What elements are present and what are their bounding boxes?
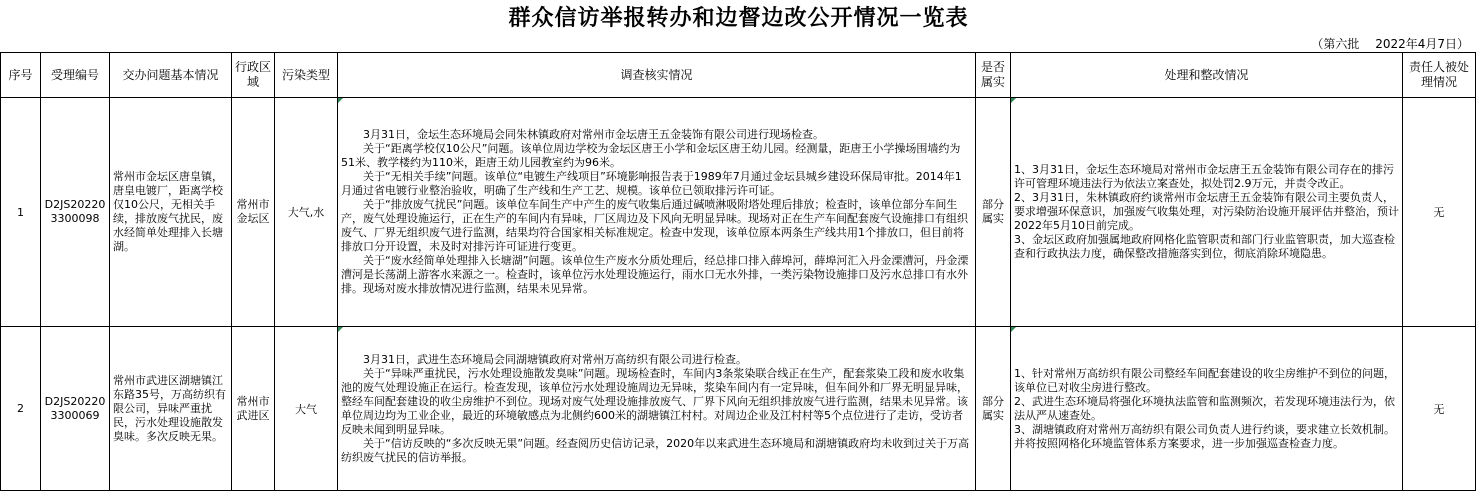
handling-item: 2、武进生态环境局将强化环境执法监管和监测频次，若发现环境违法行为，依法从严从速查处。 [1014, 394, 1395, 422]
handling-item: 3、湖塘镇政府对常州万高纺织有限公司负责人进行约谈，要求建立长效机制。并将按照网格化环境监管体系方案要求，进一步加强巡查检查力度。 [1014, 422, 1395, 450]
cell-code: D2JS202203300069 [41, 327, 110, 491]
investigation-paragraph: 关于“废水经简单处理排入长塘湖”问题。该单位生产废水分质处理后，经总排口排入薛埠河，薛埠河汇入丹金溧漕河，丹金溧漕河是长荡湖上游客水来源之一。检查时，该单位污水处理设施运行，雨水口无水外排，一类污染物设施排口及污水总排口有水外排。现场对废水排放情况进行监测，结果未见异常。 [341, 254, 969, 295]
cell-comment-marker [1011, 98, 1016, 103]
header-region: 行政区域 [232, 53, 275, 98]
handling-item: 1、针对常州万高纺织有限公司整经车间配套建设的收尘房维护不到位的问题，该单位已对收尘房进行整改。 [1014, 366, 1395, 394]
handling-item: 1、3月31日，金坛生态环境局对常州市金坛唐王五金装饰有限公司存在的排污许可管理环境违法行为依法立案查处，拟处罚2.9万元，并责令改正。 [1014, 163, 1394, 190]
cell-issue: 常州市武进区湖塘镇江东路35号，万高纺织有限公司，异味严重扰民，污水处理设施散发臭味。多次反映无果。 [110, 327, 232, 491]
header-issue: 交办问题基本情况 [110, 53, 232, 98]
cell-comment-marker [338, 98, 343, 103]
cell-issue: 常州市金坛区唐皇镇，唐皇电镀厂，距离学校仅10公尺，无相关手续，排放废气扰民，废水经简单处理排入长塘湖。 [110, 98, 232, 327]
cell-region: 常州市金坛区 [232, 98, 275, 327]
investigation-paragraph: 关于“无相关手续”问题。该单位“电镀生产线项目”环境影响报告表于1989年7月通过金坛县城乡建设环保局审批。2014年1月通过省电镀行业整治验收，明确了生产线和生产工艺、规模。该单位已领取排污许可证。 [341, 170, 962, 197]
header-verified: 是否属实 [976, 53, 1011, 98]
table-row [1, 327, 1476, 491]
cell-comment-marker [1011, 327, 1016, 332]
handling-item: 2、3月31日，朱林镇政府约谈常州市金坛唐王五金装饰有限公司主要负责人，要求增强环保意识，加强废气收集处理，对污染防治设施开展评估并整治，预计2022年5月10日前完成。 [1014, 191, 1399, 232]
cell-verified: 部分属实 [976, 98, 1011, 327]
cell-verified: 部分属实 [976, 327, 1011, 491]
batch-date-label: （第六批 2022年4月7日） [1311, 37, 1469, 51]
cell-accountability: 无 [1403, 98, 1476, 327]
header-row [1, 53, 1476, 98]
cell-seq: 2 [1, 327, 41, 491]
cell-handling [1011, 98, 1403, 327]
investigation-paragraph: 关于“排放废气扰民”问题。该单位车间生产中产生的废气收集后通过碱喷淋吸附塔处理后排放；检查时，该单位部分车间生产，废气处理设施运行，正在生产的车间内有异味，厂区周边及下风向无明显异味。现场对正在生产车间配套废气设施排口有组织废气、厂界无组织废气进行监测，结果均符合国家相关标准规定。检查中发现，该单位原本两条生产线共用1个排放口，但目前将排放口分开设置，未及时对排污许可证进行变更。 [341, 198, 968, 253]
cell-seq: 1 [1, 98, 41, 327]
investigation-paragraph: 关于“信访反映的“多次反映无果”问题。经查阅历史信访记录，2020年以来武进生态环境局和湖塘镇政府均未收到过关于万高纺织废气扰民的信访举报。 [341, 436, 970, 464]
cell-investigation [338, 327, 976, 491]
cell-pollution: 大气 [275, 327, 338, 491]
report-table [0, 52, 1476, 491]
handling-item: 3、金坛区政府加强属地政府网格化监管职责和部门行业监管职责，加大巡查检查和行政执法力度，确保整改措施落实到位，彻底消除环境隐患。 [1014, 233, 1395, 260]
investigation-paragraph: 3月31日，金坛生态环境局会同朱林镇政府对常州市金坛唐王五金装饰有限公司进行现场检查。 [363, 128, 824, 141]
cell-comment-marker [338, 327, 343, 332]
header-accountability: 责任人被处理情况 [1403, 53, 1476, 98]
investigation-paragraph: 关于“异味严重扰民，污水处理设施散发臭味”问题。现场检查时，车间内3条浆染联合线正在生产，配套浆染工段和废水收集池的废气处理设施正在运行。检查发现，该单位污水处理设施周边无异味，浆染车间内有一定异味，但车间外和厂界无明显异味，整经车间配套建设的收尘房维护不到位。现场对废气处理设施排放废气、厂界下风向无组织排放废气进行监测，结果未见异常。该单位周边均为工业企业，最近的环境敏感点为北侧约600米的湖塘镇江村村。对周边企业及江村村等5个点位进行了走访，受访者反映未闻到明显异味。 [341, 366, 968, 436]
table-row [1, 98, 1476, 327]
header-code: 受理编号 [41, 53, 110, 98]
header-seq: 序号 [1, 53, 41, 98]
cell-handling [1011, 327, 1403, 491]
cell-region: 常州市武进区 [232, 327, 275, 491]
cell-investigation [338, 98, 976, 327]
cell-pollution: 大气,水 [275, 98, 338, 327]
investigation-paragraph: 关于“距离学校仅10公尺”问题。该单位周边学校为金坛区唐王小学和金坛区唐王幼儿园。经测量，距唐王小学操场围墙约为51米、教学楼约为110米，距唐王幼儿园教室约为96米。 [341, 142, 961, 169]
header-investigation: 调查核实情况 [338, 53, 976, 98]
investigation-paragraph: 3月31日，武进生态环境局会同湖塘镇政府对常州万高纺织有限公司进行检查。 [363, 352, 747, 366]
header-pollution: 污染类型 [275, 53, 338, 98]
page-title: 群众信访举报转办和边督边改公开情况一览表 [508, 5, 969, 31]
cell-code: D2JS202203300098 [41, 98, 110, 327]
header-handling: 处理和整改情况 [1011, 53, 1403, 98]
cell-accountability: 无 [1403, 327, 1476, 491]
